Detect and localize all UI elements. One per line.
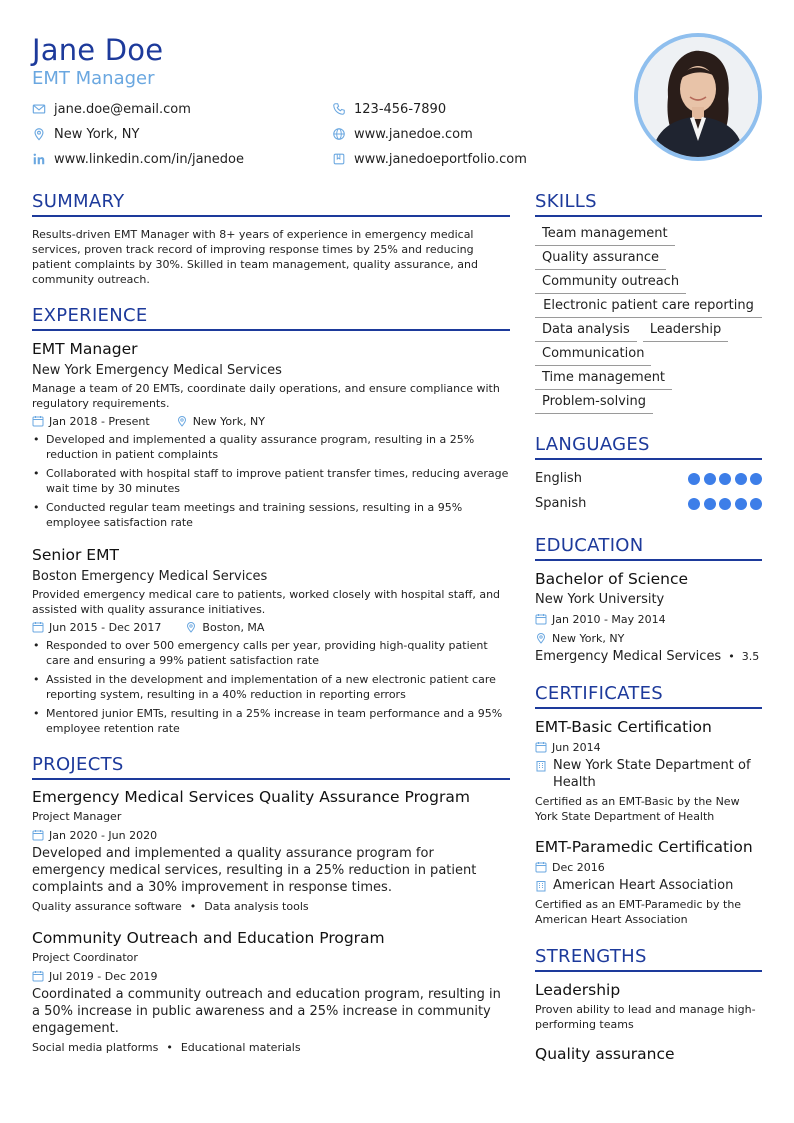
strengths-heading: STRENGTHS: [535, 945, 762, 972]
strength-entry: [535, 1044, 762, 1064]
location-text: New York, NY: [54, 126, 140, 142]
projects-heading: PROJECTS: [32, 753, 510, 780]
calendar-icon: [535, 613, 547, 625]
contact-phone[interactable]: [332, 100, 446, 118]
location-pin-icon: [32, 127, 46, 141]
language-name: Spanish: [535, 496, 587, 511]
job-bullets: [32, 432, 510, 530]
mail-icon: [32, 102, 46, 116]
education-section: [535, 534, 762, 664]
job-dates: Jun 2015 - Dec 2017: [49, 620, 162, 634]
projects-section: [32, 753, 510, 1055]
project-role: Project Coordinator: [32, 951, 138, 964]
right-column: [535, 190, 762, 1064]
skills-section: [535, 190, 762, 415]
education-field: Emergency Medical Services: [535, 649, 722, 664]
job-dates: Jan 2018 - Present: [49, 414, 150, 428]
field-separator: •: [728, 650, 735, 663]
language-name: English: [535, 471, 582, 486]
level-dot: [704, 498, 716, 510]
languages-list: [535, 466, 762, 516]
tag-separator: •: [189, 900, 197, 913]
project-dates: Jan 2020 - Jun 2020: [49, 828, 158, 842]
education-dates-row: [535, 611, 762, 627]
job-bullet: • Assisted in the development and implementation of a new electronic patient care reporting system, resulting in a 40% reduction in reporting errors: [32, 672, 510, 702]
project-title: Emergency Medical Services Quality Assurance Program: [32, 788, 470, 806]
strength-entry: [535, 980, 762, 1032]
job-entry: [32, 545, 510, 736]
skills-list: [535, 223, 762, 415]
project-entry: [32, 787, 510, 914]
certificate-title: EMT-Paramedic Certification: [535, 838, 753, 856]
experience-heading: EXPERIENCE: [32, 304, 510, 331]
project-tags: [32, 899, 510, 914]
job-entry: [32, 339, 510, 530]
experience-section: [32, 304, 510, 736]
level-dot: [750, 498, 762, 510]
project-description: Coordinated a community outreach and education program, resulting in a 50% increase in public awareness and a 25% increase in community engagement.: [32, 987, 501, 1036]
strength-description: Proven ability to lead and manage high-performing teams: [535, 1003, 756, 1031]
website-text: www.janedoe.com: [354, 126, 473, 142]
job-description: Manage a team of 20 EMTs, coordinate daily operations, and ensure compliance with regulatory requirements.: [32, 382, 500, 410]
certificate-title: EMT-Basic Certification: [535, 718, 712, 736]
skill-tag: Data analysis: [535, 319, 637, 342]
project-role: Project Manager: [32, 810, 122, 823]
level-dot: [719, 473, 731, 485]
job-bullets: [32, 638, 510, 736]
skill-tag: Quality assurance: [535, 247, 666, 270]
languages-heading: LANGUAGES: [535, 433, 762, 460]
location-pin-icon: [535, 632, 547, 644]
candidate-name: Jane Doe: [32, 33, 164, 67]
certificate-issuer: American Heart Association: [553, 878, 734, 893]
job-bullet: • Conducted regular team meetings and training sessions, resulting in a 95% employee satisfaction rate: [32, 500, 510, 530]
skill-tag: Communication: [535, 343, 651, 366]
job-meta: [32, 619, 510, 635]
profile-photo: [634, 33, 762, 161]
level-dot: [688, 498, 700, 510]
level-dot: [704, 473, 716, 485]
education-dates: Jan 2010 - May 2014: [552, 612, 666, 626]
education-location-row: [535, 630, 762, 646]
project-tag: Educational materials: [180, 1041, 301, 1054]
job-bullet: • Mentored junior EMTs, resulting in a 25% increase in team performance and a 95% employee retention rate: [32, 706, 510, 736]
project-meta: [32, 968, 510, 984]
skills-heading: SKILLS: [535, 190, 762, 217]
level-dot: [735, 498, 747, 510]
contact-linkedin[interactable]: [32, 150, 244, 168]
tag-separator: •: [166, 1041, 173, 1054]
job-title: EMT Manager: [32, 340, 138, 358]
education-heading: EDUCATION: [535, 534, 762, 561]
skill-tag: Electronic patient care reporting: [535, 295, 762, 318]
job-description: Provided emergency medical care to patients, worked closely with hospital staff, and assisted with quality assurance initiatives.: [32, 588, 501, 616]
project-dates: Jul 2019 - Dec 2019: [49, 969, 158, 983]
job-bullet: • Collaborated with hospital staff to improve patient transfer times, reducing average wait time by 30 minutes: [32, 466, 510, 496]
project-tag: Social media platforms: [32, 1041, 159, 1054]
calendar-icon: [32, 970, 44, 982]
skill-tag: Leadership: [643, 319, 728, 342]
calendar-icon: [535, 861, 547, 873]
skill-tag: Problem-solving: [535, 391, 653, 414]
language-row: [535, 491, 762, 516]
linkedin-text: www.linkedin.com/in/janedoe: [54, 151, 244, 167]
certificates-section: [535, 682, 762, 927]
project-tags: [32, 1040, 510, 1055]
education-degree: Bachelor of Science: [535, 570, 689, 588]
calendar-icon: [535, 741, 547, 753]
job-bullet: • Responded to over 500 emergency calls per year, providing high-quality patient care and ensuring a 99% patient satisfaction rate: [32, 638, 510, 668]
bookmark-icon: [332, 152, 346, 166]
project-description: Developed and implemented a quality assurance program for emergency medical services, resulting in a 25% reduction in patient complaints and a 30% improvement in response times.: [32, 846, 477, 895]
certificate-date-row: [535, 859, 762, 875]
skill-tag: Team management: [535, 223, 675, 246]
level-dot: [735, 473, 747, 485]
languages-section: [535, 433, 762, 516]
job-meta: [32, 413, 510, 429]
portfolio-text: www.janedoeportfolio.com: [354, 151, 527, 167]
candidate-role: EMT Manager: [32, 68, 155, 89]
language-level-dots: [685, 473, 763, 485]
resume-header: [32, 30, 632, 167]
summary-section: [32, 190, 510, 287]
certificate-issuer-row: [535, 757, 762, 791]
job-bullet: • Developed and implemented a quality assurance program, resulting in a 25% reduction in patient complaints: [32, 432, 510, 462]
education-location: New York, NY: [552, 631, 625, 645]
certificate-issuer-row: [535, 877, 762, 894]
job-company: New York Emergency Medical Services: [32, 363, 282, 378]
avatar: [638, 37, 758, 157]
project-entry: [32, 928, 510, 1055]
strength-title: Leadership: [535, 981, 621, 999]
certificates-heading: CERTIFICATES: [535, 682, 762, 709]
certificate-date: Dec 2016: [552, 860, 605, 874]
location-pin-icon: [176, 415, 188, 427]
contact-email[interactable]: [32, 100, 191, 118]
certificate-description: Certified as an EMT-Paramedic by the American Heart Association: [535, 898, 742, 926]
certificate-entry: [535, 837, 762, 927]
job-location: New York, NY: [192, 414, 265, 428]
certificate-issuer: New York State Department of Health: [553, 758, 751, 790]
education-field-row: [535, 649, 762, 664]
language-level-dots: [685, 498, 763, 510]
project-tag: Quality assurance software: [32, 900, 182, 913]
strengths-section: [535, 945, 762, 1064]
certificate-date-row: [535, 739, 762, 755]
left-column: [32, 190, 510, 1055]
certificate-date: Jun 2014: [552, 740, 601, 754]
phone-icon: [332, 102, 346, 116]
contact-website[interactable]: [332, 125, 473, 143]
location-pin-icon: [185, 621, 197, 633]
contact-location: [32, 125, 139, 143]
building-icon: [535, 880, 547, 892]
project-title: Community Outreach and Education Program: [32, 929, 385, 947]
level-dot: [719, 498, 731, 510]
skill-tag: Time management: [535, 367, 672, 390]
calendar-icon: [32, 829, 44, 841]
strength-title: Quality assurance: [535, 1045, 675, 1063]
linkedin-icon: [32, 152, 46, 166]
education-school: New York University: [535, 592, 665, 607]
calendar-icon: [32, 621, 44, 633]
job-company: Boston Emergency Medical Services: [32, 569, 268, 584]
job-title: Senior EMT: [32, 546, 119, 564]
level-dot: [750, 473, 762, 485]
email-text: jane.doe@email.com: [54, 101, 191, 117]
summary-text: Results-driven EMT Manager with 8+ years of experience in emergency medical services, proven track record of improving response times by 25% and reducing patient complaints by 30%. Skilled in team management, quality assurance, and community outreach.: [32, 228, 478, 286]
certificate-entry: [535, 717, 762, 824]
project-tag: Data analysis tools: [204, 900, 309, 913]
project-meta: [32, 827, 510, 843]
globe-icon: [332, 127, 346, 141]
building-icon: [535, 760, 547, 772]
education-gpa: 3.5: [741, 650, 760, 663]
level-dot: [688, 473, 700, 485]
phone-text: 123-456-7890: [354, 101, 447, 117]
summary-heading: SUMMARY: [32, 190, 510, 217]
job-location: Boston, MA: [202, 620, 265, 634]
calendar-icon: [32, 415, 44, 427]
language-row: [535, 466, 762, 491]
contact-portfolio[interactable]: [332, 150, 527, 168]
certificate-description: Certified as an EMT-Basic by the New York State Department of Health: [535, 795, 740, 823]
skill-tag: Community outreach: [535, 271, 686, 294]
